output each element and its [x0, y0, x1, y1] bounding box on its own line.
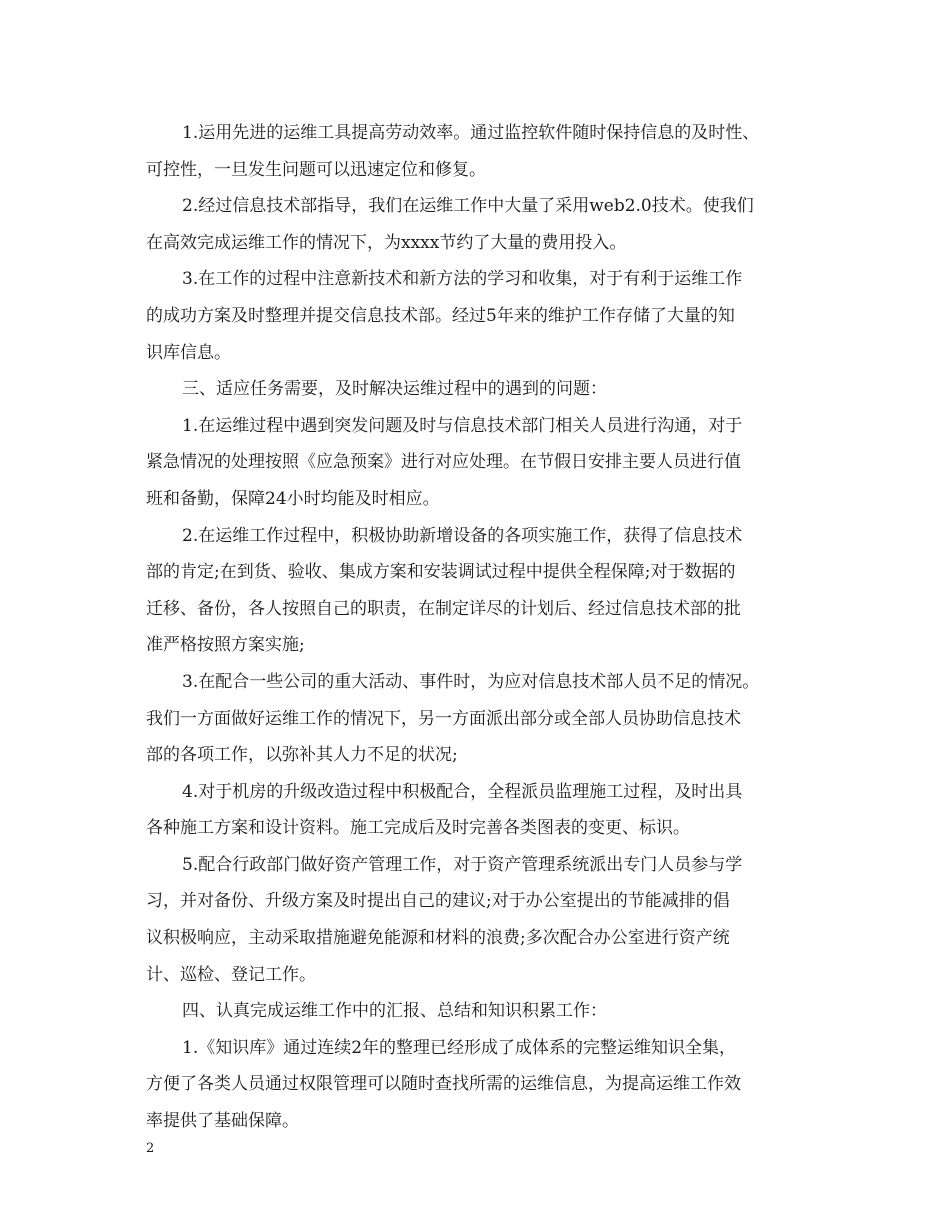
paragraph	[146, 847, 810, 993]
text-line: 我们一方面做好运维工作的情况下，另一方面派出部分或全部人员协助信息技术	[146, 708, 741, 729]
text-line: 率提供了基础保障。	[146, 1111, 299, 1132]
text-line: 各种施工方案和设计资料。施工完成后及时完善各类图表的变更、标识。	[146, 818, 690, 839]
text-line: 1.在运维过程中遇到突发问题及时与信息技术部门相关人员进行沟通，对于	[182, 415, 743, 436]
paragraph	[146, 664, 810, 774]
paragraph	[146, 774, 810, 847]
text-line: 议积极响应，主动采取措施避免能源和材料的浪费;多次配合办公室进行资产统	[146, 928, 730, 949]
text-line: 5.配合行政部门做好资产管理工作，对于资产管理系统派出专门人员参与学	[182, 854, 743, 875]
paragraph	[146, 408, 810, 518]
text-line: 习，并对备份、升级方案及时提出自己的建议;对于办公室提出的节能减排的倡	[146, 891, 730, 912]
paragraph	[146, 1030, 810, 1140]
text-line: 紧急情况的处理按照《应急预案》进行对应处理。在节假日安排主要人员进行值	[146, 452, 741, 473]
text-line: 3.在配合一些公司的重大活动、事件时，为应对信息技术部人员不足的情况。	[182, 671, 760, 692]
paragraph	[146, 261, 810, 371]
text-line: 1.《知识库》通过连续2年的整理已经形成了成体系的完整运维知识全集，	[182, 1037, 737, 1058]
text-line: 可控性，一旦发生问题可以迅速定位和修复。	[146, 159, 486, 180]
paragraph	[146, 188, 810, 261]
text-line: 4.对于机房的升级改造过程中积极配合，全程派员监理施工过程，及时出具	[182, 781, 743, 802]
text-line: 在高效完成运维工作的情况下，为xxxx节约了大量的费用投入。	[146, 232, 627, 253]
text-line: 方便了各类人员通过权限管理可以随时查找所需的运维信息，为提高运维工作效	[146, 1074, 741, 1095]
paragraph	[146, 115, 810, 188]
text-line: 1.运用先进的运维工具提高劳动效率。通过监控软件随时保持信息的及时性、	[182, 123, 760, 143]
text-line: 3.在工作的过程中注意新技术和新方法的学习和收集，对于有利于运维工作	[182, 269, 743, 290]
text-line: 迁移、备份，各人按照自己的职责，在制定详尽的计划后、经过信息技术部的批	[146, 598, 741, 619]
text-line: 四、认真完成运维工作中的汇报、总结和知识积累工作：	[182, 1001, 607, 1022]
paragraph	[146, 371, 810, 408]
page-number: 2	[146, 1141, 155, 1156]
text-line: 识库信息。	[146, 342, 231, 363]
document-body	[146, 115, 810, 1140]
paragraph	[146, 518, 810, 664]
text-line: 计、巡检、登记工作。	[146, 964, 316, 985]
text-line: 的成功方案及时整理并提交信息技术部。经过5年来的维护工作存储了大量的知	[146, 305, 735, 326]
text-line: 准严格按照方案实施;	[146, 635, 305, 656]
text-line: 部的各项工作，以弥补其人力不足的状况;	[146, 745, 458, 766]
text-line: 三、适应任务需要，及时解决运维过程中的遇到的问题：	[182, 379, 607, 400]
paragraph	[146, 993, 810, 1030]
text-line: 2.在运维工作过程中，积极协助新增设备的各项实施工作，获得了信息技术	[182, 525, 743, 546]
text-line: 2.经过信息技术部指导，我们在运维工作中大量了采用web2.0技术。使我们	[182, 196, 754, 217]
text-line: 部的肯定;在到货、验收、集成方案和安装调试过程中提供全程保障;对于数据的	[146, 562, 736, 583]
text-line: 班和备勤，保障24小时均能及时相应。	[146, 488, 440, 509]
